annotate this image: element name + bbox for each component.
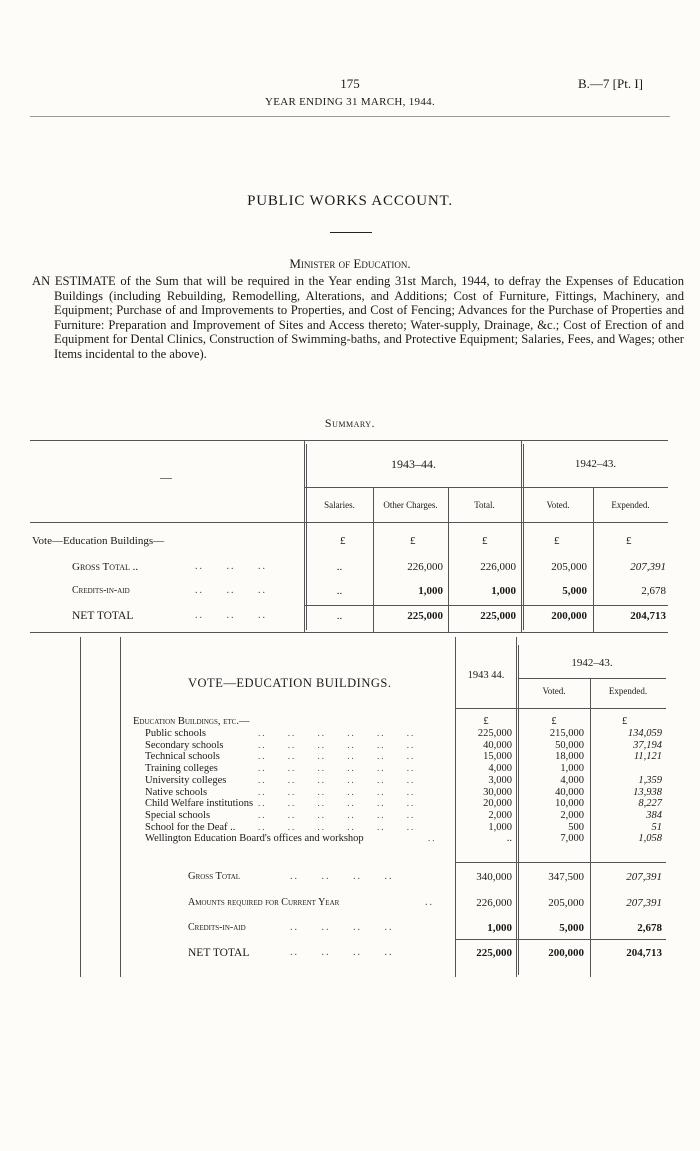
minister-heading: Minister of Education.	[289, 256, 411, 271]
vote-total-cell: 347,500	[548, 871, 584, 883]
summary-heading: Summary.	[324, 416, 376, 430]
vote-item-voted: 50,000	[555, 739, 584, 751]
summary-cell: 1,000	[491, 585, 516, 597]
vote-total-cell: 5,000	[559, 922, 584, 934]
summary-row-label: NET TOTAL	[72, 610, 134, 622]
summary-pound: £	[482, 535, 488, 547]
vote-item-expended: 384	[646, 809, 662, 821]
vote-item-label: Public schools	[145, 728, 206, 739]
vote-total-cell: 207,391	[626, 871, 662, 883]
vote-total-cell: 226,000	[476, 897, 512, 909]
vote-total-cell: 200,000	[548, 947, 584, 959]
vote-item-current: 20,000	[483, 798, 512, 810]
summary-cell: 1,000	[418, 585, 443, 597]
summary-row-label: Gross Total ..	[72, 561, 139, 573]
summary-cell: 207,391	[630, 561, 666, 573]
vote-item-current: 1,000	[488, 821, 512, 833]
page-title: PUBLIC WORKS ACCOUNT.	[247, 193, 453, 209]
vote-item-expended: 13,938	[633, 786, 662, 798]
summary-cell: ..	[336, 585, 343, 597]
vote-item-expended: 11,121	[633, 751, 662, 763]
vote-item-expended: 1,058	[638, 833, 662, 845]
vote-item-expended: 134,059	[627, 728, 662, 739]
vote-item-voted: 18,000	[555, 751, 584, 763]
vote-item-voted: 4,000	[560, 774, 584, 786]
summary-col-other: Other Charges.	[383, 500, 438, 510]
estimate-paragraph: AN ESTIMATE of the Sum that will be required in the Year ending 31st March, 1944, to defray the Expenses of Education Buildings (including Rebuilding, Remodelling, Alterations, and Additions; Cost of Furniture, Fittings, Machinery, and Equipment; Purchase of and Improvements to Properties, and Cost of Fencing; Advances for the Purchase of Properties and Furniture: Preparation and Improvement of Sites and Access thereto; Water-supply, Drainage, &c.; Cost of Erection of and Equipment for Dental Clinics, Construction of Swimming-baths, and Protective Equipment; Salaries, Fees, and Wages; other Items incidental to the above).	[32, 274, 684, 361]
vote-total-label: Gross Total	[188, 871, 241, 882]
vote-item-current: 40,000	[483, 739, 512, 751]
vote-col-voted: Voted.	[542, 686, 566, 696]
summary-pound: £	[626, 535, 632, 547]
vote-section-label: Education Buildings, etc.—	[133, 716, 250, 727]
vote-total-label: NET TOTAL	[188, 947, 250, 959]
summary-cell: ..	[336, 561, 343, 573]
vote-total-label: Credits-in-aid	[188, 922, 246, 933]
vote-total-cell: 204,713	[626, 947, 662, 959]
vote-item-voted: 7,000	[560, 833, 584, 845]
summary-row-label: Credits-in-aid	[72, 585, 130, 596]
vote-item-current: 4,000	[488, 763, 512, 775]
vote-item-label: Training colleges	[145, 763, 218, 775]
vote-item-label: Special schools	[145, 809, 211, 821]
summary-cell: 200,000	[551, 610, 587, 622]
document-reference: B.—7 [Pt. I]	[578, 76, 643, 91]
vote-year-current: 1943 44.	[467, 670, 505, 681]
vote-total-label: Amounts required for Current Year	[188, 897, 340, 908]
vote-pound: £	[551, 716, 557, 727]
vote-item-voted: 1,000	[560, 763, 584, 775]
summary-year-prev: 1942–43.	[574, 458, 617, 470]
summary-pound: £	[410, 535, 416, 547]
vote-item-expended: 8,227	[638, 798, 662, 810]
summary-stub-dash: —	[160, 470, 172, 484]
vote-total-cell: 207,391	[626, 897, 662, 909]
summary-cell: 225,000	[480, 610, 516, 622]
year-line: YEAR ENDING 31 MARCH, 1944.	[264, 96, 436, 108]
vote-total-cell: 2,678	[637, 922, 662, 934]
vote-item-current: 3,000	[488, 774, 512, 786]
vote-item-label: University colleges	[145, 774, 227, 786]
vote-item-label: Child Welfare institutions	[145, 798, 254, 810]
summary-col-salaries: Salaries.	[324, 500, 355, 510]
vote-total-cell: 225,000	[476, 947, 512, 959]
summary-cell: 204,713	[630, 610, 666, 622]
vote-title: VOTE—EDUCATION BUILDINGS.	[188, 676, 392, 690]
vote-total-cell: 205,000	[548, 897, 584, 909]
summary-col-voted: Voted.	[546, 500, 570, 510]
summary-cell: 226,000	[407, 561, 443, 573]
vote-item-label: Technical schools	[145, 751, 220, 763]
vote-total-cell: 1,000	[487, 922, 512, 934]
vote-col-expended: Expended.	[608, 686, 648, 696]
summary-cell: 225,000	[407, 610, 443, 622]
vote-pound: £	[622, 716, 628, 727]
vote-item-voted: 40,000	[555, 786, 584, 798]
vote-item-current: 15,000	[483, 751, 512, 763]
summary-col-total: Total.	[474, 500, 495, 510]
page-number: 175	[340, 76, 360, 91]
summary-year-current: 1943–44.	[391, 457, 436, 471]
vote-total-cell: 340,000	[476, 871, 512, 883]
summary-col-expended: Expended.	[611, 500, 650, 510]
vote-item-label: School for the Deaf ..	[145, 821, 236, 833]
summary-cell: 2,678	[641, 585, 666, 597]
vote-item-current: 30,000	[483, 786, 512, 798]
vote-item-current: 2,000	[488, 809, 512, 821]
summary-cell: 226,000	[480, 561, 516, 573]
summary-pound: £	[554, 535, 560, 547]
summary-cell: 5,000	[562, 585, 587, 597]
vote-item-expended: 1,359	[638, 774, 662, 786]
vote-item-voted: 2,000	[560, 809, 584, 821]
vote-year-prev: 1942–43.	[571, 657, 613, 669]
vote-item-voted: 215,000	[549, 728, 584, 739]
vote-item-current: ..	[506, 833, 512, 845]
vote-item-label: Secondary schools	[145, 739, 224, 751]
vote-item-voted: 500	[568, 821, 584, 833]
summary-cell: ..	[336, 610, 343, 622]
vote-item-label: Wellington Education Board's offices and workshop	[145, 833, 364, 845]
summary-vote-label: Vote—Education Buildings—	[32, 535, 165, 547]
summary-pound: £	[340, 535, 346, 547]
vote-item-label: Native schools	[145, 786, 208, 798]
vote-pound: £	[483, 716, 489, 727]
vote-item-current: 225,000	[477, 728, 512, 739]
summary-cell: 205,000	[551, 561, 587, 573]
vote-item-expended: 37,194	[633, 739, 662, 751]
vote-item-voted: 10,000	[555, 798, 584, 810]
vote-item-expended: 51	[651, 821, 662, 833]
